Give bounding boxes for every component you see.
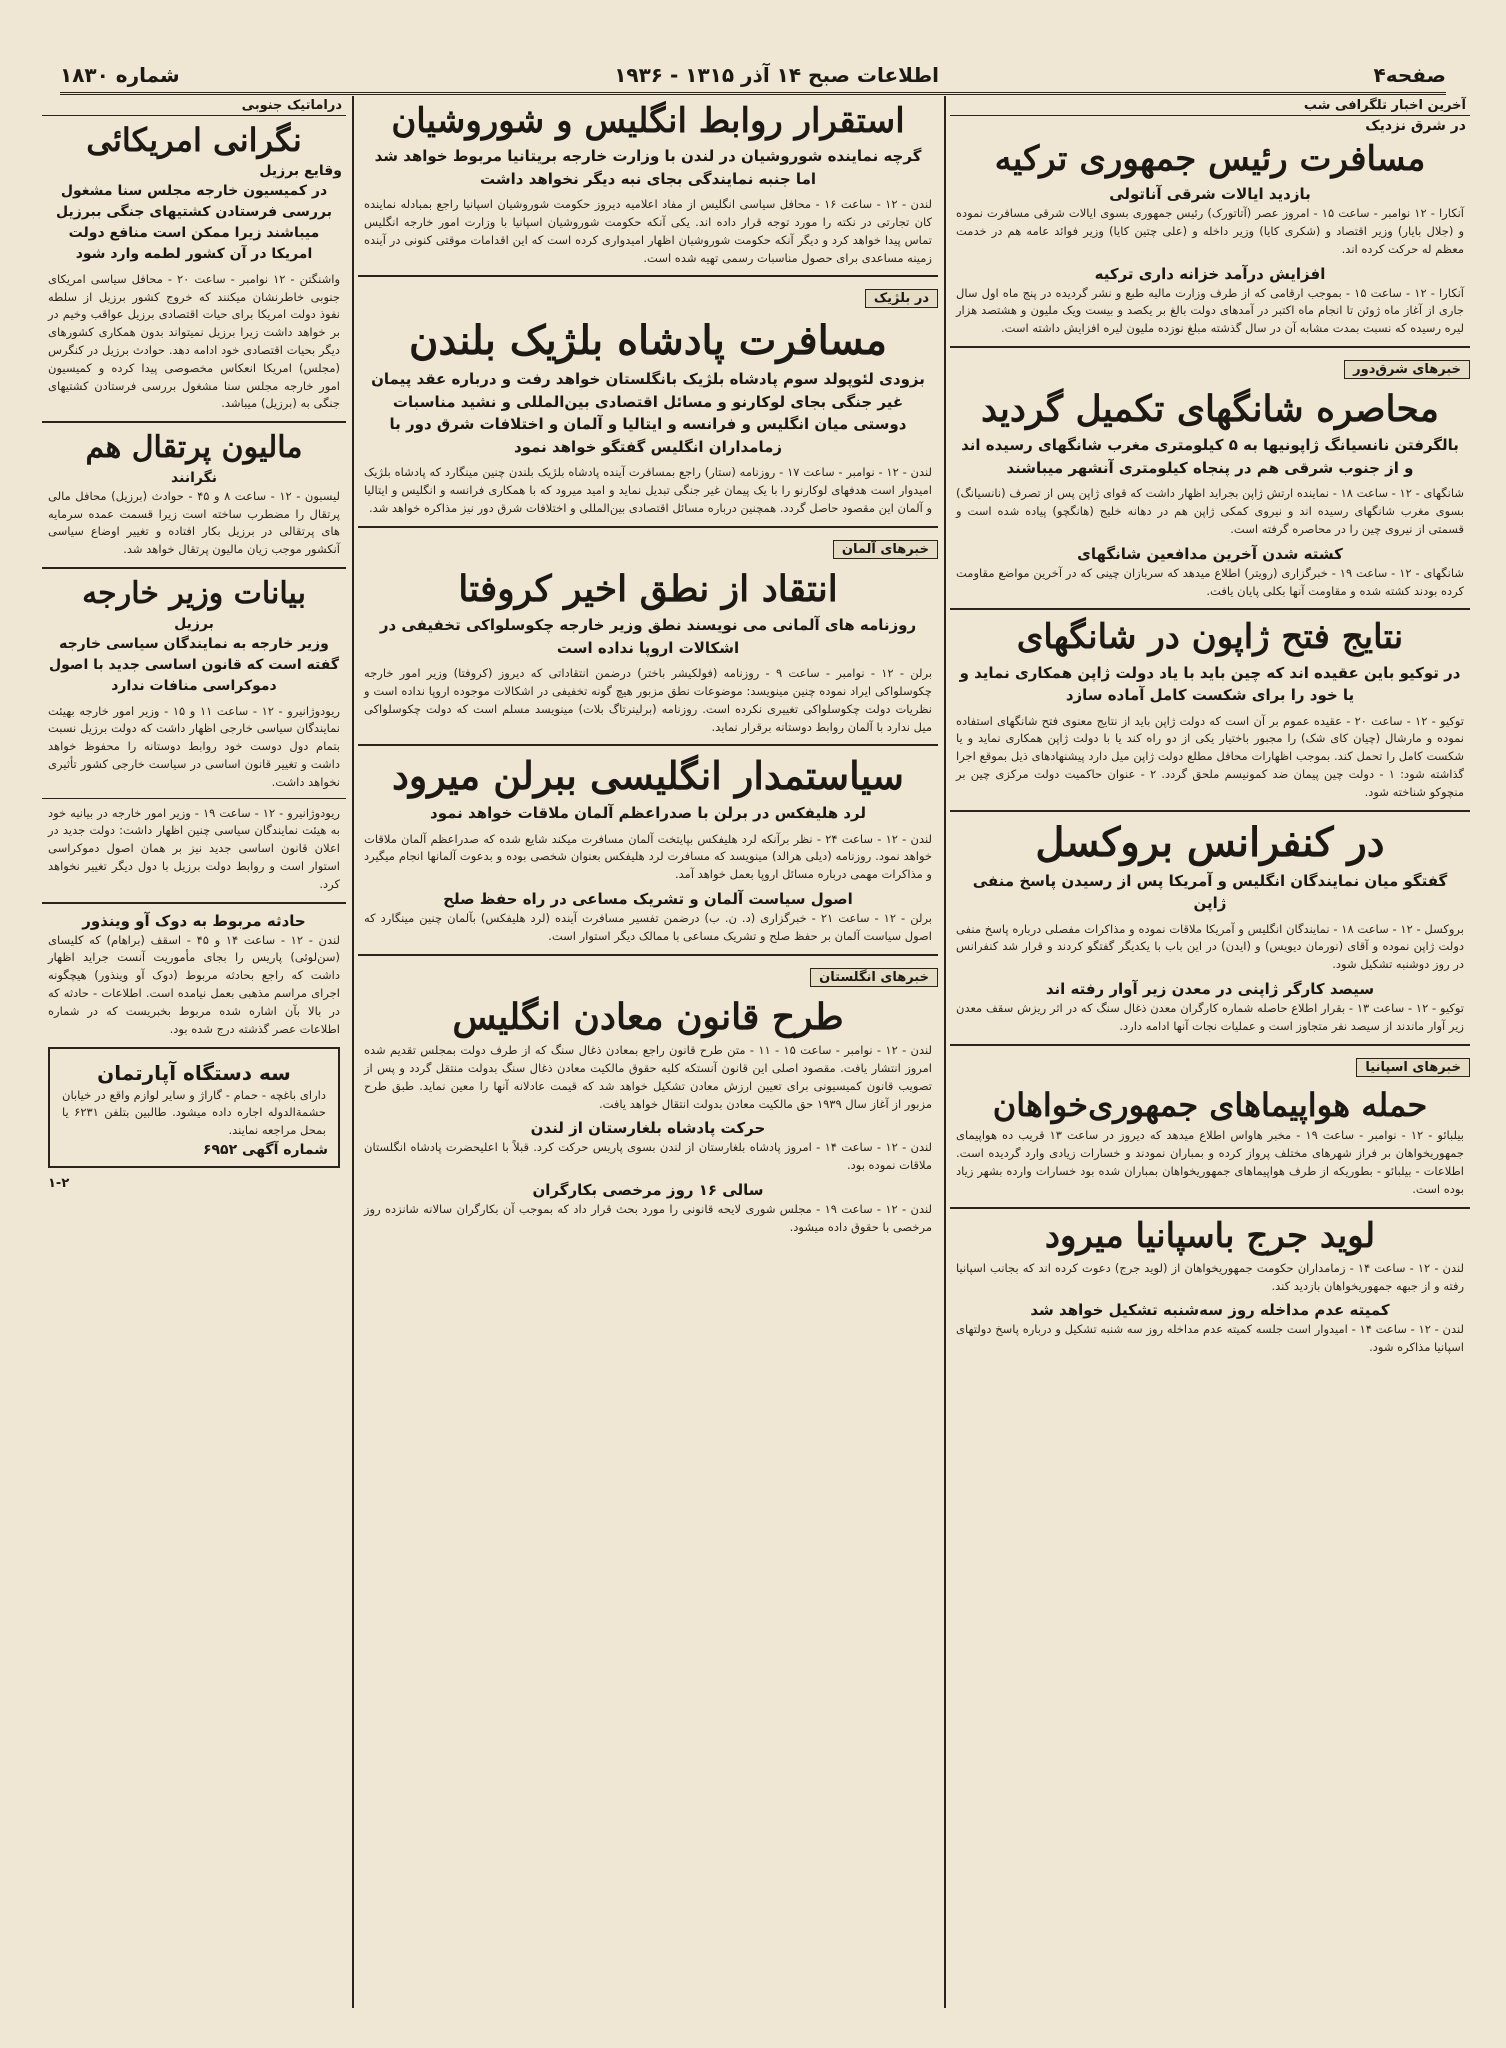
page-marker: ۱-۲ (48, 1175, 70, 1191)
article-body: لندن - ۱۲ - ساعت ۱۹ - مجلس شوری لایحه قانونی را مورد بحث قرار داد که بموجب آن بکارگران سالانه شانزده روز مرخصی با حقوق داده میشود. (364, 1201, 932, 1234)
headline: لوید جرج باسپانیا میرود (1044, 1215, 1376, 1256)
section-tag: در بلژیک (865, 289, 938, 308)
subheadline: حادثه مربوط به دوک آو وینذور (82, 911, 306, 930)
article-body: واشنگتن - ۱۲ نوامبر - ساعت ۲۰ - محافل سیاسی امریکای جنوبی خاطرنشان میکنند که خروج کشور برزیل از سلطه نفوذ دولت امریکا برای حیات اقتصادی برزیل عواقب وخیم در بر خواهد داشت زیرا برزیل نمیتواند بدون همکاری کشورهای دیگر بحیات اقتصادی خود ادامه دهد. حوادث برزیل در کنگرس (مجلس) امریکا انعکاس مخصوصی پیدا کرده و کمیسیون امور خارجه مجلس سنا مشغول بررسی فرستادن کشتیهای جنگی به (برزیل) میباشد. (48, 271, 340, 411)
subheadline: لرد هلیفکس در برلن با صدراعظم آلمان ملاقات خواهد نمود (430, 804, 866, 823)
headline: مسافرت رئیس جمهوری ترکیه (994, 139, 1426, 179)
article-body: شانگهای - ۱۲ - ساعت ۱۹ - خبرگزاری (رویتر) اطلاع میدهد که سربازان چینی که در آخرین مواضع مقاومت کرده بودند کشته شده و مقاومت آنها بکلی پایان یافت. (956, 565, 1464, 598)
left-column (42, 96, 346, 2026)
article-body: لندن - ۱۲ - ساعت ۱۴ - امیدوار است جلسه کمیته عدم مداخله روز سه شنبه تشکیل و درباره پاسخ دولتهای اسپانیا مذاکره شود. (956, 1322, 1464, 1355)
subheadline: کشته شدن آخرین مدافعین شانگهای (1077, 544, 1343, 563)
ad-number: شماره آگهی ۶۹۵۲ (202, 1141, 328, 1158)
ad-title: سه دستگاه آپارتمان (97, 1060, 291, 1085)
subheadline: بازدید ایالات شرقی آناتولی (1109, 185, 1311, 204)
section-tag: خبرهای آلمان (833, 540, 938, 559)
article-body: توکیو - ۱۲ - ساعت ۲۰ - عقیده عموم بر آن است که دولت ژاپن باید از نتایج معنوی فتح شانگهای استفاده نموده و مارشال (چیان کای شک) را مجبور باختیار یکی از دو راه کند یا با دولت ژاپن همکاری نماید و یا شکست کامل را تحمل کند. بموجب اظهارات محافل مطلع دولت ژاپن میل دارد پیشنهادهای ذیل بموقع اجرا گذاشته شود: ۱ - دولت چین پیمان ضد کمونیسم ملحق گردد. ۲ - عنوان حاکمیت دولت مرکزی چین بر منچوکو شناخته شود. (956, 713, 1464, 799)
article-body: ریودوژانیرو - ۱۲ - ساعت ۱۱ و ۱۵ - وزیر امور خارجه بهیئت نمایندگان سیاسی خارجی اظهار داشت که دولت برزیل نسبت بتمام دول دوست خود روابط دوستانه را محفوظ خواهد داشت و تغییر قانون اساسی در سیاست خارجی کشور تأثیری نخواهد داشت. (48, 703, 340, 789)
section-tag: خبرهای انگلستان (810, 968, 938, 987)
page-number: صفحه۴ (1373, 63, 1446, 87)
subheadline: روزنامه های آلمانی می نویسند نطق وزیر خارجه چکوسلواکی تخفیفی در اشکالات اروپا نداده است (379, 616, 917, 657)
column-divider (352, 96, 354, 2008)
subheadline: حرکت پادشاه بلغارستان از لندن (530, 1119, 766, 1138)
headline: حمله هواپیماهای جمهوری‌خواهان (992, 1085, 1428, 1124)
headline: استقرار روابط انگلیس و شوروشیان (391, 101, 905, 141)
article-body: آنکارا - ۱۲ - ساعت ۱۵ - بموجب ارقامی که از طرف وزارت مالیه طبع و نشر گردیده در پنج ماه اول سال جاری از آغاز ماه ژوئن تا انجام ماه اکتبر در آمدهای دولت بالغ بر یکصد و بیست ویک ملیون و هشتصد هزار لیره رسیده که نسبت بمدت مشابه آن در سال گذشته مبلغ نوزده ملیون لیره افزایش داشته است. (956, 285, 1464, 336)
headline: بیانات وزیر خارجه (82, 576, 306, 612)
article-body: لندن - ۱۲ - ساعت ۲۴ - نظر برآنکه لرد هلیفکس بپایتخت آلمان مسافرت میکند شایع شده که صدراعظم آلمان ملاقات خواهد نمود. روزنامه (دیلی هرالد) مینویسد که مسافرت لرد هلیفکس بعنوان شخصی بوده و بدعوت آلمانها انجام میگیرد و مذاکرات مهمی درباره مسائل اروپا بعمل خواهد آمد. (364, 831, 932, 882)
headline: نگرانی امریکائی (86, 121, 302, 159)
article-body: لندن - ۱۲ - ساعت ۱۴ - زمامداران حکومت جمهوریخواهان از (لوید جرج) دعوت کرده اند که بجانب اسپانیا رفته و از جبهه جمهوریخواهان بازدید کند. (956, 1260, 1464, 1293)
kicker: در شرق نزدیک (1365, 118, 1466, 134)
article-body: بیلبائو - ۱۲ - نوامبر - ساعت ۱۹ - مخبر هاواس اطلاع میدهد که دیروز در ساعت ۱۳ قریب ده هواپیمای جمهوریخواهان بر فراز شهرهای مختلف پرواز کرده و بمباران نمودند و خسارات زیادی وارد گردیده است. اطلاعات - بیلبائو - بطوریکه از طرف هواپیماهای جمهوریخواهان بمباران شده بود خسارات وارده بشهر زیاد بوده است. (956, 1128, 1464, 1196)
masthead (60, 58, 1446, 95)
headline: انتقاد از نطق اخیر کروفتا (458, 567, 838, 610)
article-body: لندن - ۱۲ - نوامبر - ساعت ۱۵ - ۱۱ - متن طرح قانون راجع بمعادن ذغال سنگ که از طرف دولت بمجلس تقدیم شده امروز انتشار یافت. مقصود اصلی این قانون آنستکه کلیه حقوق مالکیت معادن ذغال سنگ بدولت منتقل گردد و پس از تصویب قانون کمیسیونی برای تعیین ارزش معادن تشکیل خواهد شد که قیمت عادلانه آنها را معین نماید. طبق طرح مزبور از آغاز سال ۱۹۳۹ حق مالکیت معادن بدولت انتقال خواهد یافت. (364, 1043, 932, 1111)
subheadline: افزایش درآمد خزانه داری ترکیه (1094, 264, 1326, 283)
subheadline: در کمیسیون خارجه مجلس سنا مشغول بررسی فرستادن کشتیهای جنگی ببرزیل میباشند زیرا ممکن است منافع دولت امریکا در آن کشور لطمه وارد شود (56, 182, 332, 262)
subheadline: گرچه نماینده شوروشیان در لندن با وزارت خارجه بریتانیا مربوط خواهد شد اما جنبه نمایندگی بجای نبه دیگر نخواهد داشت (374, 147, 922, 188)
subheadline: سالی ۱۶ روز مرخصی بکارگران (532, 1180, 764, 1199)
subheadline: کمیته عدم مداخله روز سه‌شنبه تشکیل خواهد شد (1030, 1301, 1390, 1320)
kicker: وقایع برزیل (259, 162, 342, 179)
section-label: آخرین اخبار تلگرافی شب (950, 96, 1470, 116)
right-column (950, 96, 1470, 2026)
headline: نتایج فتح ژاپون در شانگهای (1016, 617, 1404, 658)
article-body: لندن - ۱۲ - ساعت ۱۶ - محافل سیاسی انگلیس از مفاد اعلامیه دیروز حکومت شوروشیان اسپانیا راجع بمبادله نماینده کان تجارتی در نکته را مورد توجه قرار داده اند. یکی آنکه حکومت شوروشیان اسپانیا با وزارت امور خارجه انگلیس تماس پیدا خواهد کرد و دیگر آنکه حکومت شوروشیان اظهار امیدواری کرده است که این اقدامات موقتی کنونی در آینده زمینه مساعدی برای حصول مناسبات رسمی تهیه شده است. (364, 197, 932, 265)
article-body: آنکارا - ۱۲ نوامبر - ساعت ۱۵ - امروز عصر (آتاتورک) رئیس جمهوری بسوی ایالات شرقی مسافرت نموده و (جلال بایار) وزیر اقتصاد و (شکری کایا) وزیر داخله و (علی چتین کایا) وزیر فوائد عامه هم در خدمت معظم له حرکت کرده اند. (956, 206, 1464, 256)
classified-ad (48, 1047, 340, 1168)
article-body: بروکسل - ۱۲ - ساعت ۱۸ - نمایندگان انگلیس و آمریکا ملاقات نموده و مذاکرات مفصلی درباره پاسخ منفی دولت ژاپن نموده و آقای (نورمان دیویس) و (ایدن) در این باب با یکدیگر گفتگو کردند و قرار شد کنفرانس در روز دوشنبه تشکیل شود. (956, 921, 1464, 972)
headline: مسافرت پادشاه بلژیک بلندن (409, 317, 887, 365)
issue-number: شماره ۱۸۳۰ (60, 63, 180, 87)
article-body: لیسبون - ۱۲ - ساعت ۸ و ۴۵ - حوادث (برزیل) محافل مالی پرتقال را مضطرب ساخته است زیرا قسمت عمده سرمایه های پرتقالی در برزیل بکار افتاده و تغییر اوضاع سیاسی آنکشور موجب زیان مالیون پرتقال خواهد شد. (48, 488, 340, 557)
headline: مالیون پرتقال هم (85, 430, 303, 466)
article-body: لندن - ۱۲ - نوامبر - ساعت ۱۷ - روزنامه (ستار) راجع بمسافرت آینده پادشاه بلژیک بلندن چنین مینگارد که پادشاه بلژیک امیدوار است هدفهای لوکارنو را با یک پیمان غیر جنگی تبدیل نماید و امید میرود که با همکاری فرانسه و انگلیس و ایتالیا و آلمان این مقصود حاصل گردد. همچنین درباره مسائل اقتصادی بین‌المللی و اختلافات شرق دور نیز مذاکره خواهد شد. (364, 465, 932, 515)
subheadline: بالگرفتن نانسیانگ ژاپونیها به ۵ کیلومتری مغرب شانگهای رسیده اند و از جنوب شرقی هم در پنجاه کیلومتری آنشهر میباشند (961, 436, 1459, 477)
kicker: نگرانند (171, 469, 217, 486)
headline: سیاستمدار انگلیسی ببرلن میرود (391, 753, 905, 799)
subheadline: بزودی لئوپولد سوم پادشاه بلژیک بانگلستان خواهد رفت و درباره عقد پیمان غیر جنگی بجای لوکارنو و مسائل اقتصادی بین‌المللی و نشید مناسبات دوستی میان انگلیس و فرانسه و ایتالیا و آلمان و اختلافات شرق دور با زمامداران انگلیس گفتگو خواهد نمود (371, 370, 925, 456)
article-body: برلن - ۱۲ - نوامبر - ساعت ۹ - روزنامه (فولکیشر باختر) درضمن انتقاداتی که دیروز (کروفتا) وزیر امور خارجه چکوسلواکی ایراد نموده چنین مینویسد: موضوعات نطق مزبور هیچ گونه تخفیفی در اشکالات موجوده اروپا نداده است و نظریات دولت چکوسلواکی تغییری نکرده است. روزنامه (برلینرتاگ بلات) مینویسد مسلم است که دولت چکوسلواکی میل ندارد با آلمان روابط دوستانه برقرار نماید. (364, 666, 933, 734)
column-divider (944, 96, 946, 2008)
article-body: لندن - ۱۲ - ساعت ۱۴ - امروز پادشاه بلغارستان از لندن بسوی پاریس حرکت کرد. قبلاً با اعلیحضرت پادشاه انگلستان ملاقات نموده بود. (364, 1140, 932, 1173)
section-tag: خبرهای اسپانیا (1356, 1058, 1470, 1077)
section-label: دراماتیک جنوبی (42, 96, 346, 116)
headline: محاصره شانگهای تکمیل گردید (981, 387, 1439, 430)
headline: در کنفرانس بروکسل (1035, 818, 1385, 866)
article-body: شانگهای - ۱۲ - ساعت ۱۸ - نماینده ارتش ژاپن بجراید اظهار داشت که قوای ژاپن پس از تصرف (نانسیانگ) بسوی مغرب شانگهای رسیده اند و نیروی کمکی ژاپن هم در دهانه خلیج (هانگچو) پیاده شده است و قسمتی از نیروی چین را در محاصره گرفته است. (956, 486, 1464, 536)
subheadline: در توکیو باین عقیده اند که چین باید با یاد دولت ژاپن همکاری نماید و یا خود را برای شکست کامل آماده سازد (959, 663, 1461, 705)
article-body: ریودوژانیرو - ۱۲ - ساعت ۱۹ - وزیر امور خارجه در بیانیه خود به هیئت نمایندگان سیاسی چنین اظهار داشت: دولت جدید در اعلان قانون اساسی جدید نیز بر همان اصول دموکراسی استوار است و روابط دولت برزیل با دول دیگر تغییر نخواهد کرد. (48, 805, 340, 891)
subheadline: سیصد کارگر ژاپنی در معدن زیر آوار رفته اند (1045, 980, 1375, 999)
kicker: برزیل (174, 615, 214, 632)
subheadline: وزیر خارجه به نمایندگان سیاسی خارجه گفته است که قانون اساسی جدید با اصول دموکراسی منافات ندارد (48, 635, 339, 694)
middle-column (358, 96, 938, 2026)
subheadline: اصول سیاست آلمان و تشریک مساعی در راه حفظ صلح (443, 890, 853, 909)
article-body: توکیو - ۱۲ - ساعت ۱۳ - بقرار اطلاع حاصله شماره کارگران معدن ذغال سنگ که در اثر ریزش سقف معدن زیر آوار ماندند از سیصد نفر متجاوز است و عملیات نجات آنها ادامه دارد. (956, 1001, 1464, 1033)
section-tag: خبرهای شرق‌دور (1344, 360, 1470, 379)
ad-body: دارای باغچه - حمام - گاراژ و سایر لوازم واقع در خیابان حشمة‌الدوله اجاره داده میشود. طالبین بتلفن ۶۲۳۱ یا بمحل مراجعه نمایند. (62, 1087, 326, 1138)
article-body: لندن - ۱۲ - ساعت ۱۴ و ۴۵ - اسقف (براهام) که کلیسای (سن‌لوئی) پاریس را بجای مأموریت آنست جراید اظهار داشت که راجع بحادثه مربوط (دوک آو وینذور) هیچگونه اجرای مراسم مذهبی بعمل نیامده است. اطلاعات - حادثه که در بالا بآن اشاره شده مربوط بخبریست که در شماره اطلاعات عصر گذشته درج شده بود. (48, 932, 340, 1036)
subheadline: گفتگو میان نمایندگان انگلیس و آمریکا پس از رسیدن پاسخ منفی ژاپن (972, 871, 1448, 913)
article-body: برلن - ۱۲ - ساعت ۲۱ - خبرگزاری (د. ن. ب) درضمن تفسیر مسافرت آینده (لرد هلیفکس) بآلمان چنین مینگارد که اصول سیاست آلمان بر حفظ صلح و تشریک مساعی با ممالک دیگر استوار است. (364, 911, 932, 943)
headline: طرح قانون معادن انگلیس (452, 995, 844, 1038)
paper-title-date: اطلاعات صبح ۱۴ آذر ۱۳۱۵ - ۱۹۳۶ (614, 63, 940, 87)
